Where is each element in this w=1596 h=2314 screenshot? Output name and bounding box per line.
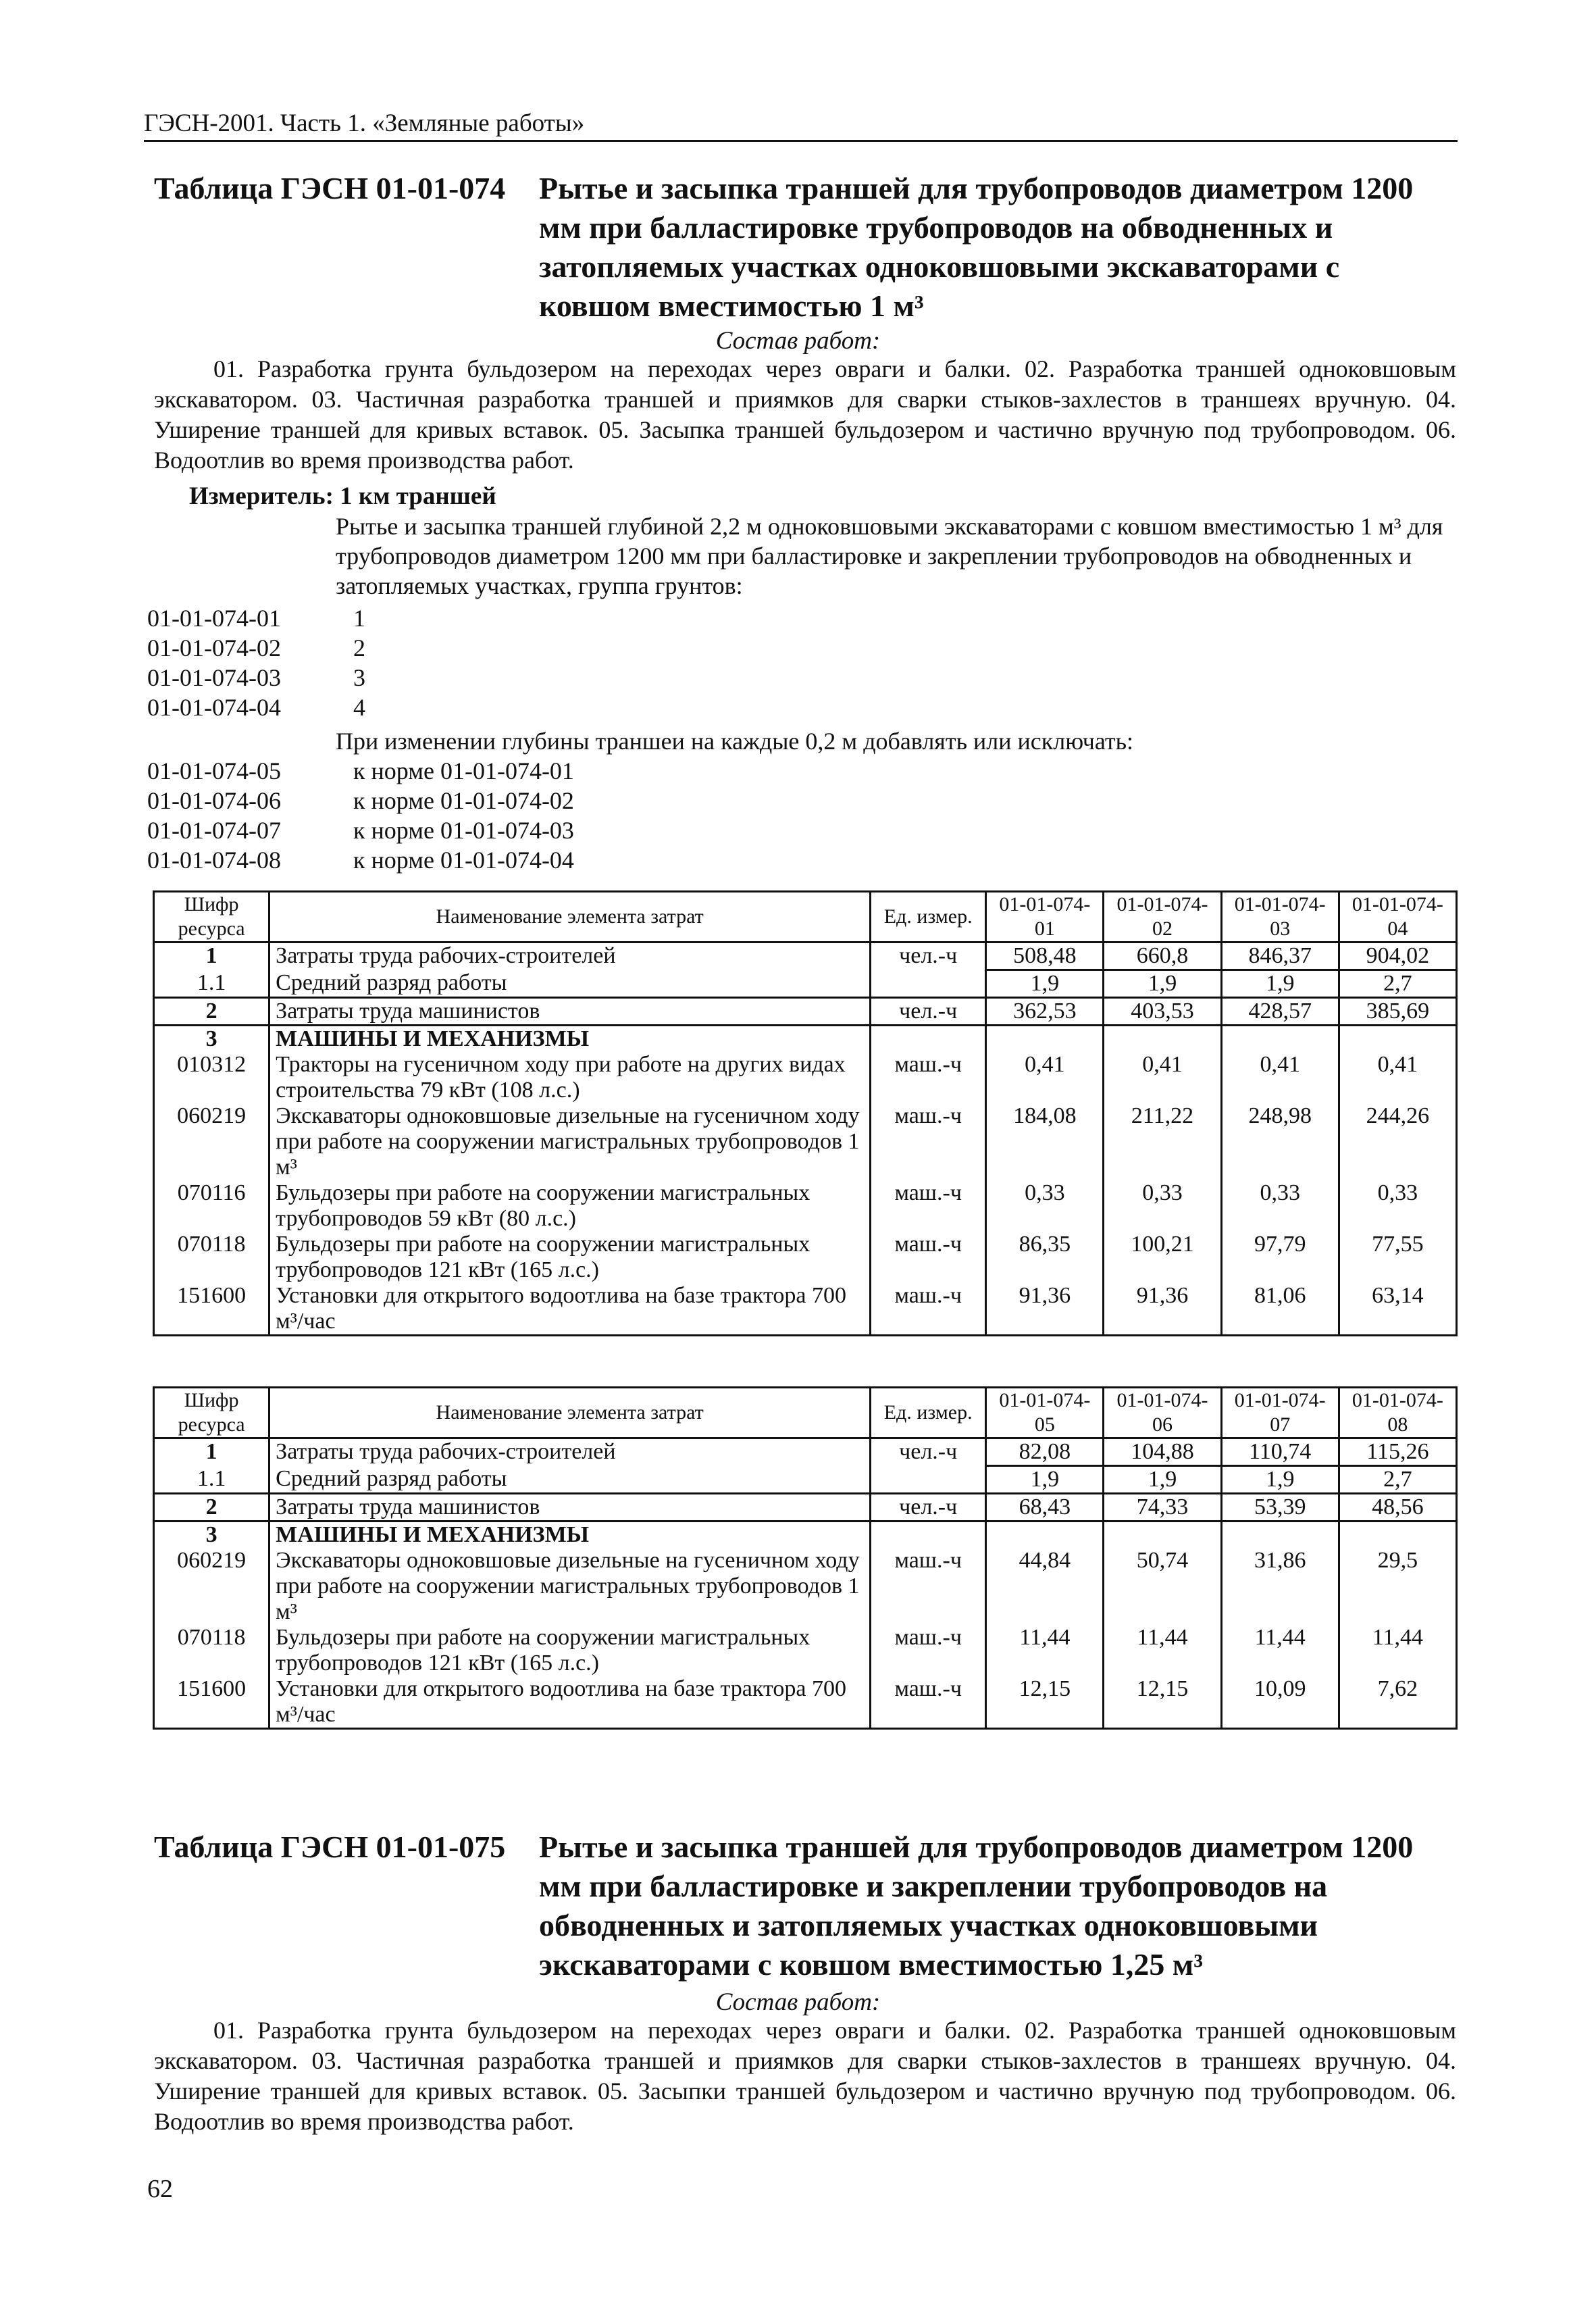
header-cell: 01-01-074-08 — [1339, 1388, 1456, 1438]
adjustment-row — [147, 756, 574, 786]
row-code: 2 — [154, 1494, 269, 1521]
row-code: 1.1 — [154, 1466, 269, 1494]
norm-code: 01-01-074-04 — [147, 694, 281, 721]
row-value: 2,7 — [1339, 970, 1456, 998]
row-name: Экскаваторы одноковшовые дизельные на гусеничном ходу при работе на сооружении магистральных трубопроводов 1 м³ — [269, 1548, 871, 1625]
group-value: 2 — [353, 634, 365, 661]
row-value: 1,9 — [986, 1466, 1104, 1494]
row-value: 0,33 — [1339, 1180, 1456, 1232]
composition-text — [154, 354, 1456, 476]
norm-code: 01-01-074-01 — [147, 605, 281, 632]
header-cell: 01-01-074-03 — [1221, 892, 1339, 942]
row-value: 1,9 — [986, 970, 1104, 998]
row-name: Установки для открытого водоотлива на базе трактора 700 м³/час — [269, 1676, 871, 1729]
table-row — [154, 1494, 1457, 1521]
row-unit: чел.-ч — [871, 1494, 986, 1521]
section-row — [154, 1521, 1457, 1549]
section-code: 3 — [154, 1521, 269, 1549]
row-name: Затраты труда машинистов — [269, 998, 871, 1026]
table-row — [154, 970, 1457, 998]
table-075-title-prefix: Таблица ГЭСН 01-01-075 — [154, 1830, 506, 1864]
table-row — [154, 1283, 1457, 1336]
row-code: 1 — [154, 1438, 269, 1466]
row-value: 184,08 — [986, 1103, 1104, 1180]
row-value: 0,33 — [986, 1180, 1104, 1232]
row-value: 97,79 — [1221, 1232, 1339, 1283]
header-cell: Ед. измер. — [871, 892, 986, 942]
section-title: МАШИНЫ И МЕХАНИЗМЫ — [269, 1521, 871, 1549]
row-value: 12,15 — [1104, 1676, 1221, 1729]
table-row — [154, 1180, 1457, 1232]
row-value: 11,44 — [1221, 1625, 1339, 1676]
row-code: 070118 — [154, 1232, 269, 1283]
row-unit: чел.-ч — [871, 998, 986, 1026]
row-value: 115,26 — [1339, 1438, 1456, 1466]
row-unit: маш.-ч — [871, 1548, 986, 1625]
row-unit — [871, 1466, 986, 1494]
table-row — [154, 998, 1457, 1026]
row-code: 060219 — [154, 1548, 269, 1625]
page-number: 62 — [147, 2175, 173, 2203]
row-value: 31,86 — [1221, 1548, 1339, 1625]
row-unit: маш.-ч — [871, 1676, 986, 1729]
row-value: 508,48 — [986, 942, 1104, 970]
row-code: 1.1 — [154, 970, 269, 998]
table-074-title — [154, 169, 1413, 326]
row-code: 070118 — [154, 1625, 269, 1676]
row-name: Бульдозеры при работе на сооружении магистральных трубопроводов 59 кВт (80 л.с.) — [269, 1180, 871, 1232]
row-value: 403,53 — [1104, 998, 1221, 1026]
row-value: 100,21 — [1104, 1232, 1221, 1283]
row-name: Средний разряд работы — [269, 970, 871, 998]
group-row — [147, 693, 365, 722]
resource-table-2 — [153, 1386, 1458, 1730]
group-value: 4 — [353, 694, 365, 721]
norm-code: 01-01-074-05 — [147, 757, 281, 784]
table-075-title-line: обводненных и затопляемых участках одноковшовыми — [539, 1908, 1318, 1942]
table-row — [154, 1548, 1457, 1625]
row-value: 53,39 — [1221, 1494, 1339, 1521]
adjustment-text: к норме 01-01-074-02 — [353, 787, 574, 814]
row-unit: маш.-ч — [871, 1283, 986, 1336]
row-value: 248,98 — [1221, 1103, 1339, 1180]
row-name: Бульдозеры при работе на сооружении магистральных трубопроводов 121 кВт (165 л.с.) — [269, 1625, 871, 1676]
header-cell: Наименование элемента затрат — [269, 1388, 871, 1438]
table-075-title — [154, 1828, 1413, 1984]
row-value: 0,33 — [1221, 1180, 1339, 1232]
header-cell: 01-01-074-06 — [1104, 1388, 1221, 1438]
row-name: Средний разряд работы — [269, 1466, 871, 1494]
section-row — [154, 1026, 1457, 1053]
row-code: 1 — [154, 942, 269, 970]
row-value: 0,41 — [1221, 1052, 1339, 1103]
norm-code: 01-01-074-02 — [147, 634, 281, 661]
row-code: 151600 — [154, 1676, 269, 1729]
row-value: 12,15 — [986, 1676, 1104, 1729]
row-value: 385,69 — [1339, 998, 1456, 1026]
row-value: 48,56 — [1339, 1494, 1456, 1521]
row-name: Установки для открытого водоотлива на базе трактора 700 м³/час — [269, 1283, 871, 1336]
row-unit: чел.-ч — [871, 942, 986, 970]
row-name: Экскаваторы одноковшовые дизельные на гусеничном ходу при работе на сооружении магистральных трубопроводов 1 м³ — [269, 1103, 871, 1180]
row-value: 244,26 — [1339, 1103, 1456, 1180]
row-value: 660,8 — [1104, 942, 1221, 970]
header-cell: Шифр ресурса — [154, 1388, 269, 1438]
row-value: 63,14 — [1339, 1283, 1456, 1336]
adjustment-row — [147, 786, 574, 815]
group-value: 3 — [353, 664, 365, 691]
depth-note: При изменении глубины траншеи на каждые 0,2 м добавлять или исключать: — [336, 728, 1134, 755]
row-value: 86,35 — [986, 1232, 1104, 1283]
group-row — [147, 633, 365, 663]
row-value: 81,06 — [1221, 1283, 1339, 1336]
adjustment-row — [147, 815, 574, 845]
header-cell: 01-01-074-01 — [986, 892, 1104, 942]
row-unit: маш.-ч — [871, 1180, 986, 1232]
adjustment-row — [147, 845, 574, 875]
header-rule — [144, 140, 1458, 142]
row-value: 11,44 — [986, 1625, 1104, 1676]
row-value: 904,02 — [1339, 942, 1456, 970]
row-value: 428,57 — [1221, 998, 1339, 1026]
row-value: 11,44 — [1104, 1625, 1221, 1676]
section-title: МАШИНЫ И МЕХАНИЗМЫ — [269, 1026, 871, 1053]
header-cell: 01-01-074-05 — [986, 1388, 1104, 1438]
table-075-title-line: мм при балластировке и закреплении трубопроводов на — [539, 1869, 1328, 1903]
row-value: 10,09 — [1221, 1676, 1339, 1729]
row-code: 070116 — [154, 1180, 269, 1232]
table-075-title-line: Рытье и засыпка траншей для трубопроводов диаметром 1200 — [539, 1830, 1414, 1864]
row-value: 50,74 — [1104, 1548, 1221, 1625]
row-value: 1,9 — [1221, 970, 1339, 998]
table-row — [154, 1052, 1457, 1103]
row-value: 29,5 — [1339, 1548, 1456, 1625]
row-value: 0,33 — [1104, 1180, 1221, 1232]
row-value: 74,33 — [1104, 1494, 1221, 1521]
table-header-row — [154, 1388, 1457, 1438]
table-074-title-line: мм при балластировке трубопроводов на обводненных и — [539, 210, 1333, 245]
row-value: 1,9 — [1104, 1466, 1221, 1494]
row-value: 91,36 — [986, 1283, 1104, 1336]
row-value: 1,9 — [1104, 970, 1221, 998]
table-row — [154, 1466, 1457, 1494]
group-list — [147, 603, 365, 722]
header-cell: 01-01-074-02 — [1104, 892, 1221, 942]
row-code: 010312 — [154, 1052, 269, 1103]
table-row — [154, 1438, 1457, 1466]
table-row — [154, 1625, 1457, 1676]
row-value: 82,08 — [986, 1438, 1104, 1466]
meter-label: Измеритель: 1 км траншей — [189, 482, 496, 510]
header-cell: Ед. измер. — [871, 1388, 986, 1438]
row-code: 060219 — [154, 1103, 269, 1180]
composition-text-075 — [154, 2015, 1456, 2137]
header-cell: Шифр ресурса — [154, 892, 269, 942]
row-value: 1,9 — [1221, 1466, 1339, 1494]
row-value: 2,7 — [1339, 1466, 1456, 1494]
row-code: 2 — [154, 998, 269, 1026]
row-value: 0,41 — [1339, 1052, 1456, 1103]
row-value: 846,37 — [1221, 942, 1339, 970]
row-value: 211,22 — [1104, 1103, 1221, 1180]
norm-code: 01-01-074-06 — [147, 787, 281, 814]
row-value: 7,62 — [1339, 1676, 1456, 1729]
row-value: 362,53 — [986, 998, 1104, 1026]
row-unit: маш.-ч — [871, 1103, 986, 1180]
resource-table-1 — [153, 890, 1458, 1336]
table-row — [154, 1676, 1457, 1729]
composition-text-body: 01. Разработка грунта бульдозером на переходах через овраги и балки. 02. Разработка траншей одноковшовым экскаватором. 03. Частичная разработка траншей и приямков для сварки стыков-захлестов в траншеях вручную. 04. Уширение траншей для кривых вставок. 05. Засыпка траншей бульдозером и частично вручную под трубопроводом. 06. Водоотлив во время производства работ. — [154, 355, 1456, 474]
table-header-row — [154, 892, 1457, 942]
row-code: 151600 — [154, 1283, 269, 1336]
adjustment-text: к норме 01-01-074-01 — [353, 757, 574, 784]
row-value: 0,41 — [1104, 1052, 1221, 1103]
row-name: Тракторы на гусеничном ходу при работе на других видах строительства 79 кВт (108 л.с.) — [269, 1052, 871, 1103]
table-row — [154, 1232, 1457, 1283]
group-row — [147, 663, 365, 693]
adjustment-text: к норме 01-01-074-03 — [353, 817, 574, 844]
row-value: 44,84 — [986, 1548, 1104, 1625]
table-row — [154, 942, 1457, 970]
table-074-title-line: ковшом вместимостью 1 м³ — [539, 288, 924, 323]
row-unit: маш.-ч — [871, 1052, 986, 1103]
group-row — [147, 603, 365, 633]
row-value: 110,74 — [1221, 1438, 1339, 1466]
row-name: Затраты труда рабочих-строителей — [269, 1438, 871, 1466]
header-cell: 01-01-074-04 — [1339, 892, 1456, 942]
row-unit — [871, 970, 986, 998]
composition-label-075: Состав работ: — [715, 1988, 881, 2016]
row-name: Затраты труда машинистов — [269, 1494, 871, 1521]
row-value: 91,36 — [1104, 1283, 1221, 1336]
row-value: 11,44 — [1339, 1625, 1456, 1676]
norm-code: 01-01-074-07 — [147, 817, 281, 844]
row-name: Бульдозеры при работе на сооружении магистральных трубопроводов 121 кВт (165 л.с.) — [269, 1232, 871, 1283]
row-value: 104,88 — [1104, 1438, 1221, 1466]
table-075-title-line: экскаваторами с ковшом вместимостью 1,25 м³ — [539, 1947, 1204, 1982]
adjustment-text: к норме 01-01-074-04 — [353, 847, 574, 874]
row-name: Затраты труда рабочих-строителей — [269, 942, 871, 970]
row-value: 0,41 — [986, 1052, 1104, 1103]
composition-label: Состав работ: — [715, 327, 881, 355]
norm-description: Рытье и засыпка траншей глубиной 2,2 м одноковшовыми экскаваторами с ковшом вместимостью 1 м³ для трубопроводов диаметром 1200 мм при балластировке и закреплении трубопроводов на обводненных и затопляемых участках, группа грунтов: — [336, 513, 1443, 599]
table-074-title-prefix: Таблица ГЭСН 01-01-074 — [154, 171, 506, 205]
norm-code: 01-01-074-03 — [147, 664, 281, 691]
table-074-title-line: Рытье и засыпка траншей для трубопроводов диаметром 1200 — [539, 171, 1414, 205]
table-074-title-line: затопляемых участках одноковшовыми экскаваторами с — [539, 249, 1340, 284]
composition-text-075-body: 01. Разработка грунта бульдозером на переходах через овраги и балки. 02. Разработка траншей одноковшовым экскаватором. 03. Частичная разработка траншей и приямков для сварки стыков-захлестов в траншеях вручную. 04. Уширение траншей для кривых вставок. 05. Засыпки траншей бульдозером и частично вручную под трубопроводом. 06. Водоотлив во время производства работ. — [154, 2017, 1456, 2135]
header-cell: Наименование элемента затрат — [269, 892, 871, 942]
row-unit: чел.-ч — [871, 1438, 986, 1466]
table-row — [154, 1103, 1457, 1180]
row-unit: маш.-ч — [871, 1232, 986, 1283]
group-value: 1 — [353, 605, 365, 632]
row-unit: маш.-ч — [871, 1625, 986, 1676]
header-cell: 01-01-074-07 — [1221, 1388, 1339, 1438]
section-code: 3 — [154, 1026, 269, 1053]
norm-code: 01-01-074-08 — [147, 847, 281, 874]
row-value: 77,55 — [1339, 1232, 1456, 1283]
row-value: 68,43 — [986, 1494, 1104, 1521]
running-header: ГЭСН-2001. Часть 1. «Земляные работы» — [144, 109, 585, 137]
adjustment-list — [147, 756, 574, 875]
